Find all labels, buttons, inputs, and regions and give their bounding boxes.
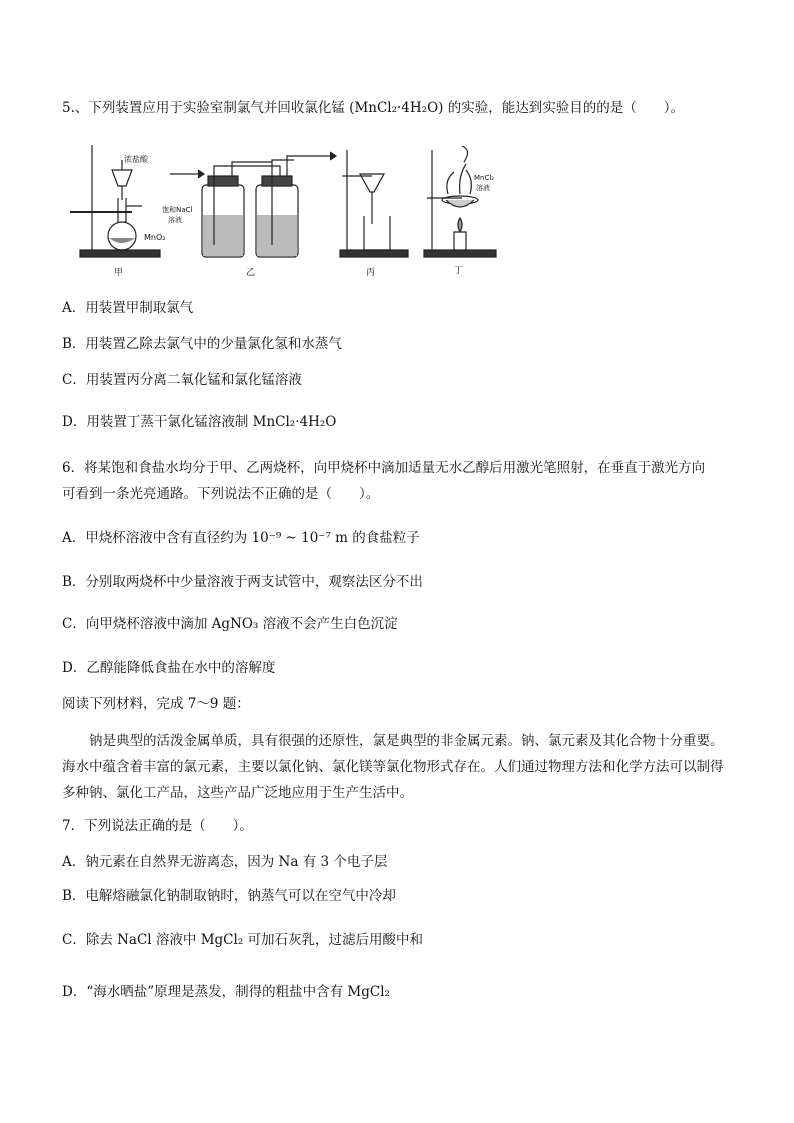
label-solution-d: 溶液 xyxy=(476,184,490,192)
apparatus-figure xyxy=(62,140,502,280)
q6-option-d: D．乙醇能降低食盐在水中的溶解度 xyxy=(62,660,276,676)
label-solution-b: 溶液 xyxy=(168,216,182,224)
caption-c: 丙 xyxy=(366,268,376,278)
q6-option-a: A．甲烧杯溶液中含有直径约为 10⁻⁹ ~ 10⁻⁷ m 的食盐粒子 xyxy=(62,530,420,546)
q5-option-a: A．用装置甲制取氯气 xyxy=(62,300,194,316)
reading-intro: 阅读下列材料，完成 7～9 题： xyxy=(62,696,250,712)
apparatus-b xyxy=(162,152,336,278)
q7-option-d: D．“海水晒盐”原理是蒸发，制得的粗盐中含有 MgCl₂ xyxy=(62,984,390,1000)
q5-option-c: C．用装置丙分离二氧化锰和氯化锰溶液 xyxy=(62,372,302,388)
q6-stem-line2: 可看到一条光亮通路。下列说法不正确的是（ ）。 xyxy=(62,486,380,502)
q7-option-b: B．电解熔融氯化钠制取钠时，钠蒸气可以在空气中冷却 xyxy=(62,888,396,904)
label-mncl2: MnCl₂ xyxy=(474,174,495,182)
reading-passage: 钠是典型的活泼金属单质，具有很强的还原性，氯是典型的非金属元素。钠、氯元素及其化合物十分重要。海水中蕴含着丰富的氯元素，主要以氯化钠、氯化镁等氯化物形式存在。人们通过物理方法和化学方法可以制得多种钠、氯化工产品，这些产品广泛地应用于生产生活中。 xyxy=(62,733,724,801)
q6-option-b: B．分别取两烧杯中少量溶液于两支试管中，观察法区分不出 xyxy=(62,574,423,590)
q6-stem-line1: 6．将某饱和食盐水均分于甲、乙两烧杯，向甲烧杯中滴加适量无水乙醇后用激光笔照射，在垂直于激光方向 xyxy=(62,460,706,476)
caption-d: 丁 xyxy=(454,266,464,276)
label-nacl: 饱和NaCl xyxy=(162,206,193,214)
apparatus-c xyxy=(340,150,408,278)
q7-option-c: C．除去 NaCl 溶液中 MgCl₂ 可加石灰乳，过滤后用酸中和 xyxy=(62,932,424,948)
label-mno2: MnO₂ xyxy=(144,233,166,242)
apparatus-d xyxy=(424,146,496,276)
q7-option-a: A．钠元素在自然界无游离态，因为 Na 有 3 个电子层 xyxy=(62,854,388,870)
caption-b: 乙 xyxy=(246,268,256,278)
q6-option-c: C．向甲烧杯溶液中滴加 AgNO₃ 溶液不会产生白色沉淀 xyxy=(62,616,398,632)
apparatus-a xyxy=(70,145,165,278)
q5-option-d: D．用装置丁蒸干氯化锰溶液制 MnCl₂·4H₂O xyxy=(62,414,337,430)
q7-stem: 7．下列说法正确的是（ ）。 xyxy=(62,818,253,834)
caption-a: 甲 xyxy=(114,268,124,278)
label-conc-hcl: 浓盐酸 xyxy=(124,155,148,164)
q5-option-b: B．用装置乙除去氯气中的少量氯化氢和水蒸气 xyxy=(62,336,342,352)
q5-stem: 5.、下列装置应用于实验室制氯气并回收氯化锰 (MnCl₂·4H₂O) 的实验，能达到实验目的的是（ ）。 xyxy=(62,100,684,116)
